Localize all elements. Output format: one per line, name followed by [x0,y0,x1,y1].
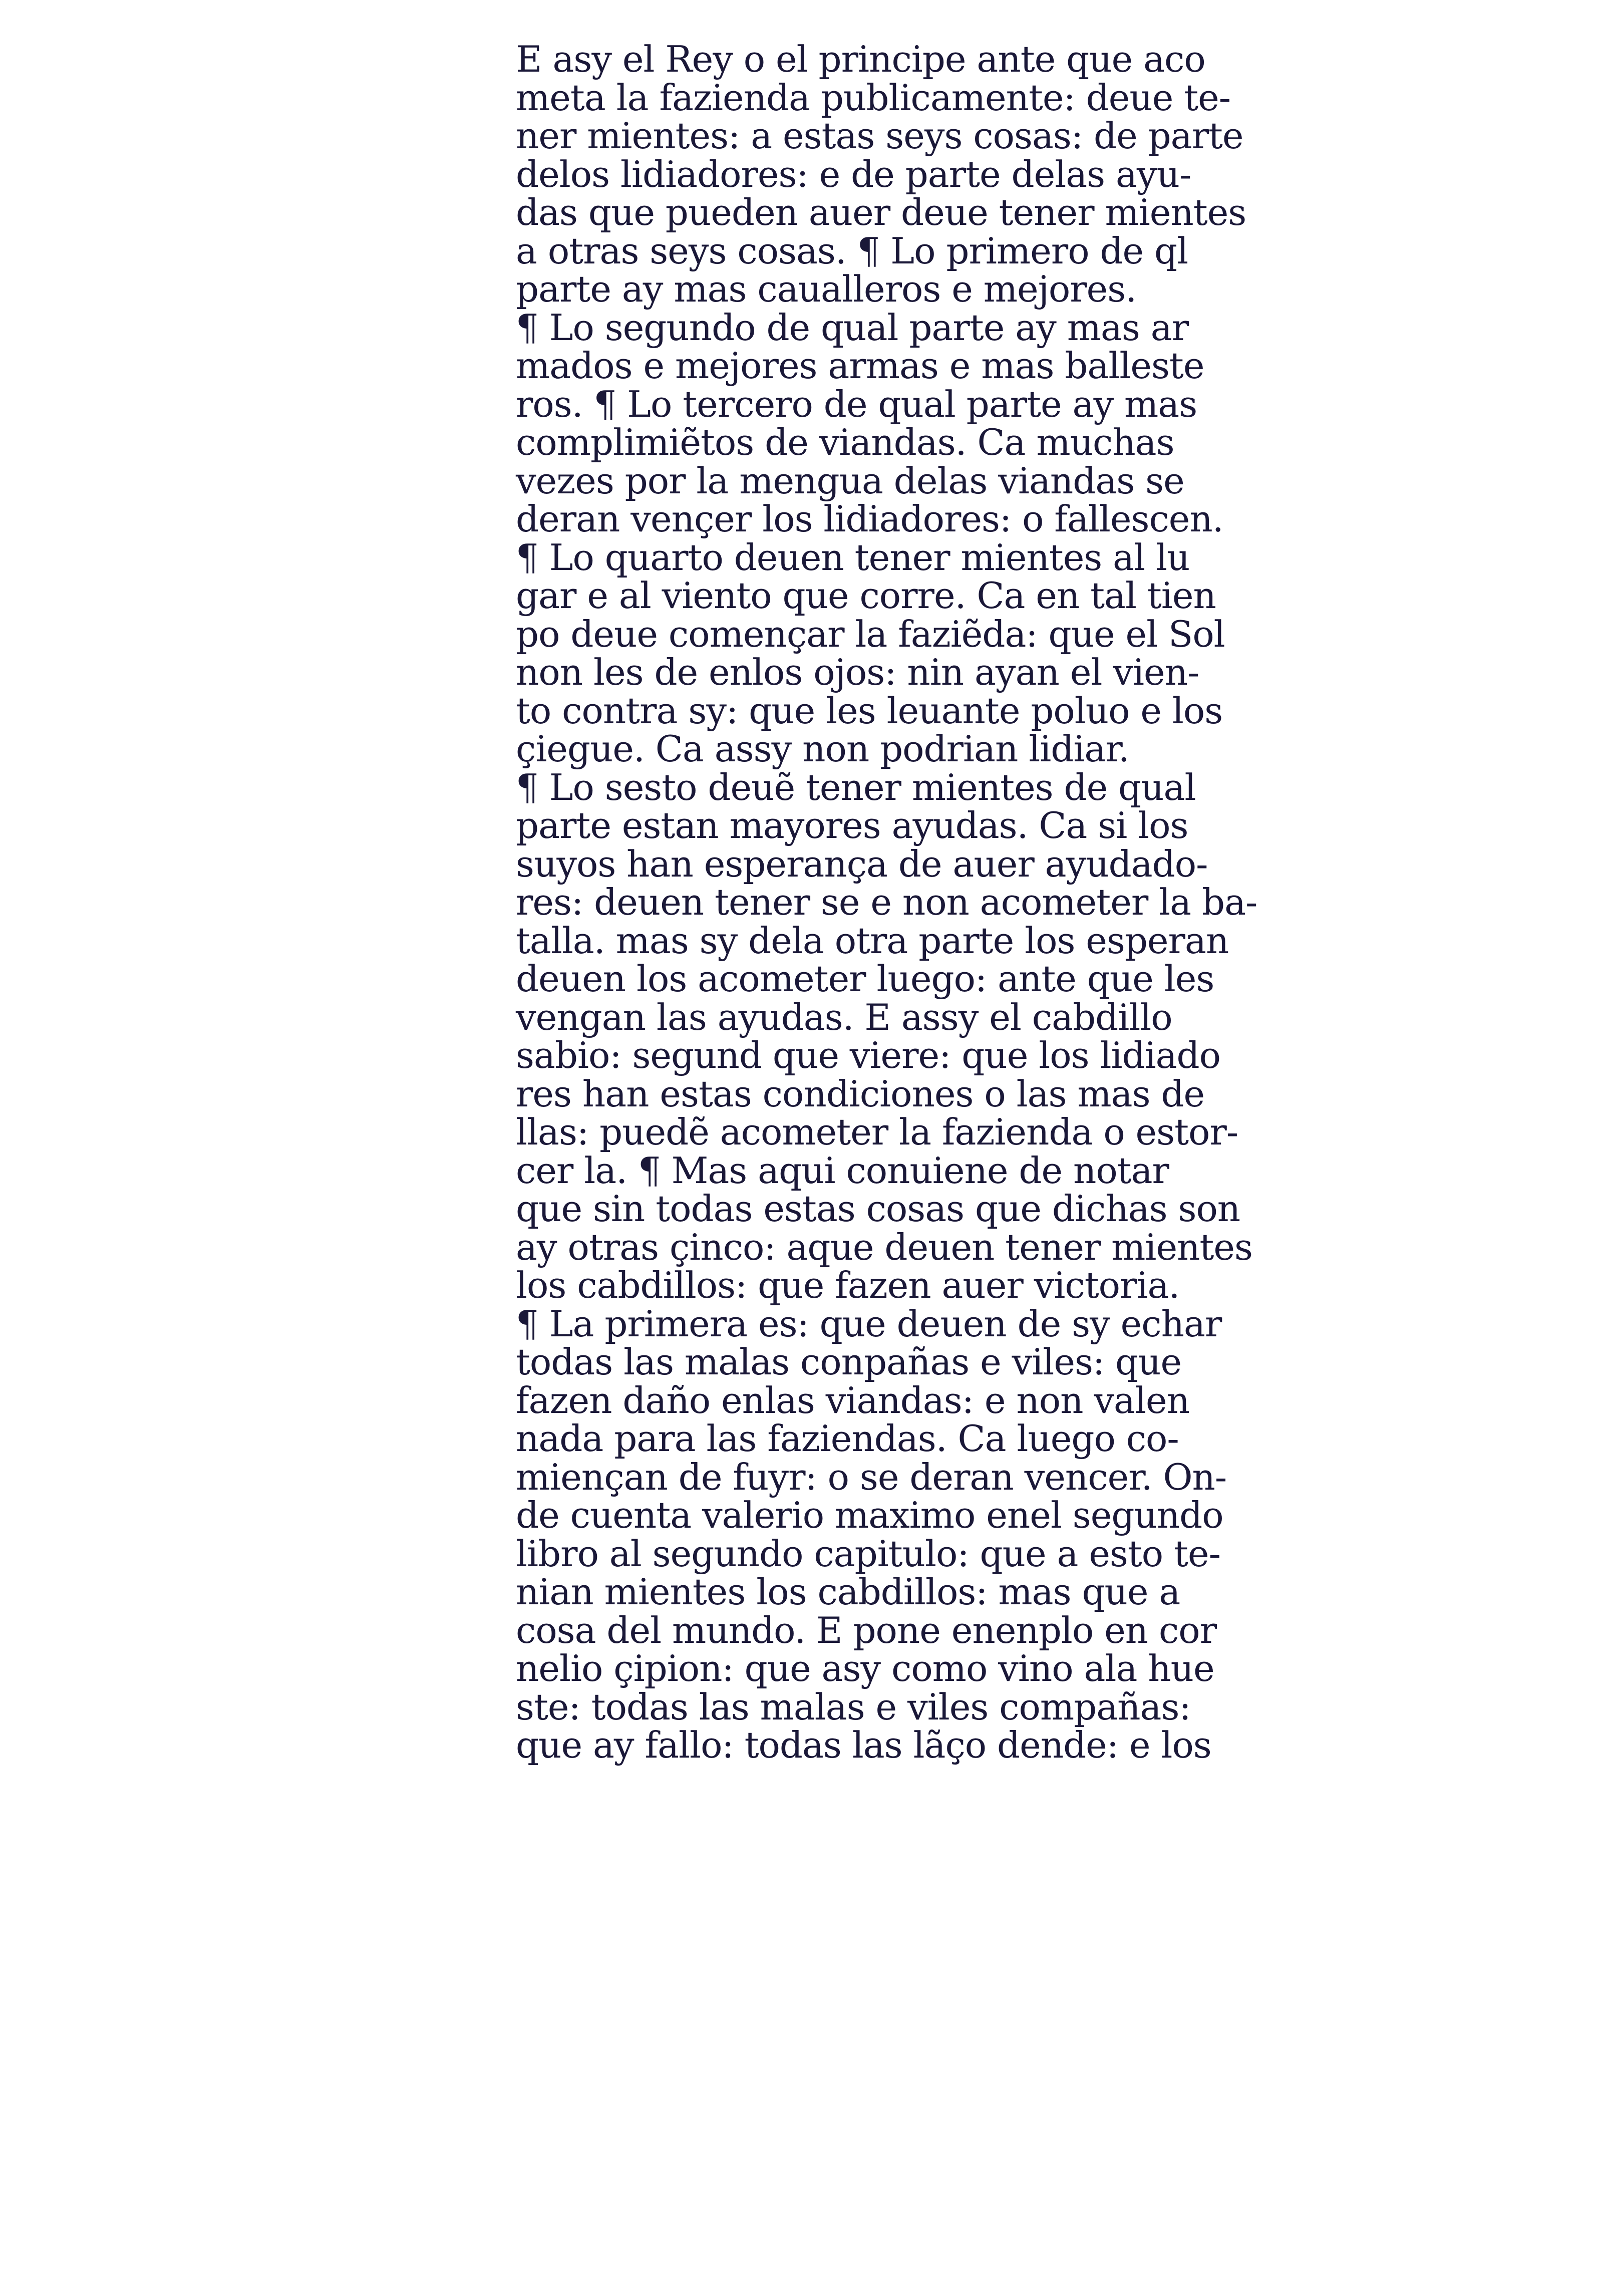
text-line: parte ay mas caualleros e mejores. [516,268,1137,310]
text-line: fazen daño enlas viandas: e non valen [516,1379,1189,1421]
text-line: nian mientes los cabdillos: mas que a [516,1571,1180,1613]
text-column [516,38,1257,1766]
text-line: das que pueden auer deue tener mientes [516,191,1246,233]
text-line: de cuenta valerio maximo enel segundo [516,1494,1223,1536]
text-line: talla. mas sy dela otra parte los esperan [516,919,1229,962]
text-line: vezes por la mengua delas viandas se [516,459,1184,502]
text-line: miençan de fuyr: o se deran vencer. On- [516,1456,1227,1498]
text-line: ¶ La primera es: que deuen de sy echar [516,1302,1222,1345]
text-line: ¶ Lo sesto deuẽ tener mientes de qual [516,766,1196,808]
text-line: çiegue. Ca assy non podrian lidiar. [516,728,1129,770]
text-line: sabio: segund que viere: que los lidiado [516,1034,1220,1076]
text-line: los cabdillos: que fazen auer victoria. [516,1264,1180,1306]
text-line: non les de enlos ojos: nin ayan el vien- [516,651,1199,693]
text-line: cosa del mundo. E pone enenplo en cor [516,1609,1217,1651]
text-line: nada para las faziendas. Ca luego co- [516,1417,1179,1460]
text-line: complimiẽtos de viandas. Ca muchas [516,421,1174,463]
text-line: delos lidiadores: e de parte delas ayu- [516,153,1191,195]
text-line: ros. ¶ Lo tercero de qual parte ay mas [516,383,1197,425]
text-line: suyos han esperança de auer ayudado- [516,842,1208,885]
text-line: que sin todas estas cosas que dichas son [516,1188,1240,1230]
text-line: res han estas condiciones o las mas de [516,1072,1205,1115]
text-line: ¶ Lo segundo de qual parte ay mas ar [516,306,1189,349]
text-line: deran vençer los lidiadores: o fallescen. [516,498,1223,540]
text-line: parte estan mayores ayudas. Ca si los [516,804,1188,846]
text-line: mados e mejores armas e mas balleste [516,345,1204,387]
text-line: llas: puedẽ acometer la fazienda o estor- [516,1111,1238,1153]
text-line: po deue començar la faziẽda: que el Sol [516,613,1225,655]
text-line: deuen los acometer luego: ante que les [516,958,1214,1000]
text-line: res: deuen tener se e non acometer la ba- [516,881,1257,923]
text-line: ner mientes: a estas seys cosas: de parte [516,115,1243,157]
text-line: que ay fallo: todas las lãço dende: e los [516,1724,1211,1766]
text-line: ste: todas las malas e viles compañas: [516,1685,1191,1728]
text-line: ¶ Lo quarto deuen tener mientes al lu [516,536,1190,579]
text-line: libro al segundo capitulo: que a esto te- [516,1532,1220,1575]
text-line: to contra sy: que les leuante poluo e los [516,689,1223,732]
text-line: ay otras çinco: aque deuen tener mientes [516,1226,1252,1268]
text-line: todas las malas conpañas e viles: que [516,1341,1182,1383]
text-line: a otras seys cosas. ¶ Lo primero de ql [516,229,1188,272]
text-line: nelio çipion: que asy como vino ala hue [516,1647,1214,1689]
text-line: gar e al viento que corre. Ca en tal tien [516,575,1216,617]
text-line: E asy el Rey o el principe ante que aco [516,38,1205,80]
text-line: vengan las ayudas. E assy el cabdillo [516,996,1172,1038]
text-line: meta la fazienda publicamente: deue te- [516,76,1231,119]
text-line: cer la. ¶ Mas aqui conuiene de notar [516,1149,1169,1192]
